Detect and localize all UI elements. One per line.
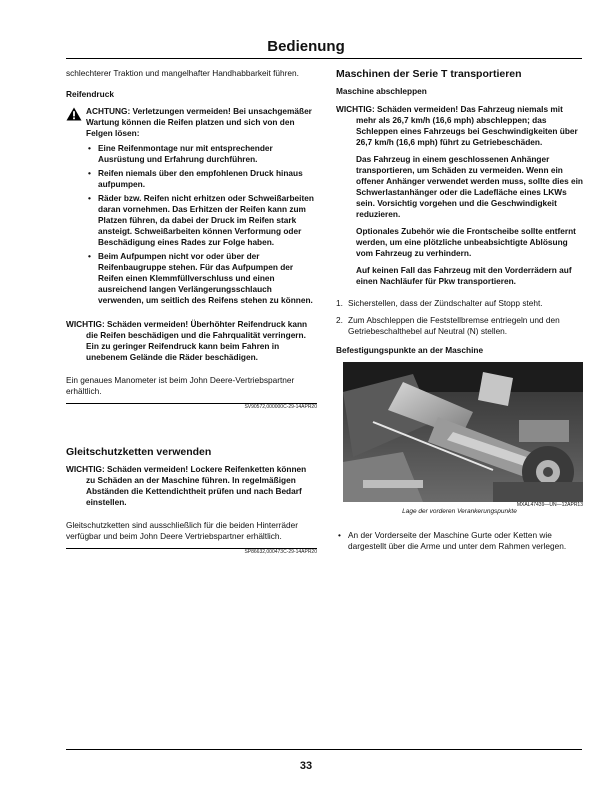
list-item: 1. Sicherstellen, dass der Zündschalter auf Stopp steht. — [336, 298, 543, 308]
page-title: Bedienung — [267, 38, 345, 55]
left-column — [66, 68, 317, 555]
ketten-text: Gleitschutzketten sind ausschließlich für die beiden Hinterräder verfügbar und beim John Deere Vertriebspartner erhältlich. — [66, 520, 298, 541]
list-item: • Beim Aufpumpen nicht vor oder über der Reifenbaugruppe stehen. Für das Aufpumpen der Reifen einen Klemmfüllverschluss und einen ausreichend langen Verlängerungsschlauch verwenden, um seitlich des Reifens stehen zu können. — [88, 251, 313, 305]
machine-front-photo-illustration — [343, 362, 583, 502]
reifendruck-heading: Reifendruck — [66, 89, 114, 99]
photo-caption: Lage der vorderen Verankerungspunkte — [402, 508, 517, 515]
zubehoer-text: Optionales Zubehör wie die Frontscheibe sollte entfernt werden, um eine plötzliche unbeabsichtigte Ablösung vom Fahrzeug zu verhindern. — [356, 226, 576, 258]
page-number: 33 — [299, 760, 313, 772]
anchor-bullet-list — [336, 530, 583, 552]
right-column — [336, 68, 583, 552]
list-item: • Räder bzw. Reifen nicht erhitzen oder Schweißarbeiten daran vornehmen. Das Erhitzen der Reifen kann zum Platzen führen, da dabei der Druck im Reifen stark ansteigt. Schweißarbeiten können Verformung oder Beschädigung eines Rades zur Folge haben. — [88, 193, 314, 247]
befestigung-subheading: Befestigungspunkte an der Maschine — [336, 345, 484, 355]
manometer-text: Ein genaues Manometer ist beim John Deere-Vertriebspartner erhältlich. — [66, 375, 295, 396]
steps-list — [336, 298, 583, 337]
gleitschutz-heading: Gleitschutzketten verwenden — [66, 446, 212, 458]
reference-code: SV90572,000000C-29-14APR20 — [244, 404, 317, 410]
list-item: • An der Vorderseite der Maschine Gurte oder Ketten wie dargestellt über die Arme und unter dem Rahmen verlegen. — [338, 530, 567, 551]
wichtig-reifendruck: WICHTIG: Schäden vermeiden! Überhöhter Reifendruck kann die Reifen beschädigen und die Fahrqualität verringern. Ein zu geringer Reifendruck kann beim Fahren in unebenem Gelände die Räder beschädigen. — [66, 319, 308, 362]
abschleppen-subheading: Maschine abschleppen — [336, 86, 427, 96]
footer-rule — [66, 749, 582, 750]
header-rule — [66, 58, 582, 59]
intro-text: schlechterer Traktion und mangelhafter Handhabbarkeit führen. — [66, 68, 299, 78]
reference-code: SP86632,000473C-29-14APR20 — [244, 549, 317, 555]
transport-heading: Maschinen der Serie T transportieren — [336, 68, 522, 80]
tire-warning — [66, 106, 317, 306]
warning-triangle-icon — [66, 107, 82, 121]
anchor-points-photo — [343, 362, 583, 502]
warning-text: ACHTUNG: Verletzungen vermeiden! Bei unsachgemäßer Wartung können die Reifen platzen und sich von den Felgen lösen: — [86, 106, 312, 138]
list-item: 2. Zum Abschleppen die Feststellbremse entriegeln und den Getriebeschalthebel auf Neutral (N) stellen. — [336, 315, 560, 336]
vorderraeder-text: Auf keinen Fall das Fahrzeug mit den Vorderrädern auf einen Nachläufer für Pkw transportieren. — [356, 265, 572, 286]
warning-bullet-list — [86, 143, 317, 306]
anhaenger-text: Das Fahrzeug in einem geschlossenen Anhänger transportieren, um Schäden zu vermeiden. Wenn ein offener Anhänger verwendet werden muss, sollte dies ein Schwerlastanhänger oder die Ladefläche eines LKWs sein. Vorsichtig vorgehen und die Geschwindigkeit reduzieren. — [356, 154, 583, 219]
list-item: • Eine Reifenmontage nur mit entsprechender Ausrüstung und Erfahrung durchführen. — [88, 143, 273, 164]
wichtig-ketten: WICHTIG: Schäden vermeiden! Lockere Reifenketten können zu Schäden an der Maschine führen. In regelmäßigen Abständen die Kettendichtheit prüfen und nach Bedarf einstellen. — [66, 464, 307, 507]
photo-reference-id: MXAL47439—UN—12APR13 — [516, 502, 583, 508]
wichtig-abschleppen: WICHTIG: Schäden vermeiden! Das Fahrzeug niemals mit mehr als 26,7 km/h (16,6 mph) abschleppen; das Schleppen eines Fahrzeugs bei Geschwindigkeiten über 26,7 km/h (16,6 mph) führt zu Getriebeschäden. — [336, 104, 578, 147]
list-item: • Reifen niemals über den empfohlenen Druck hinaus aufpumpen. — [88, 168, 303, 189]
